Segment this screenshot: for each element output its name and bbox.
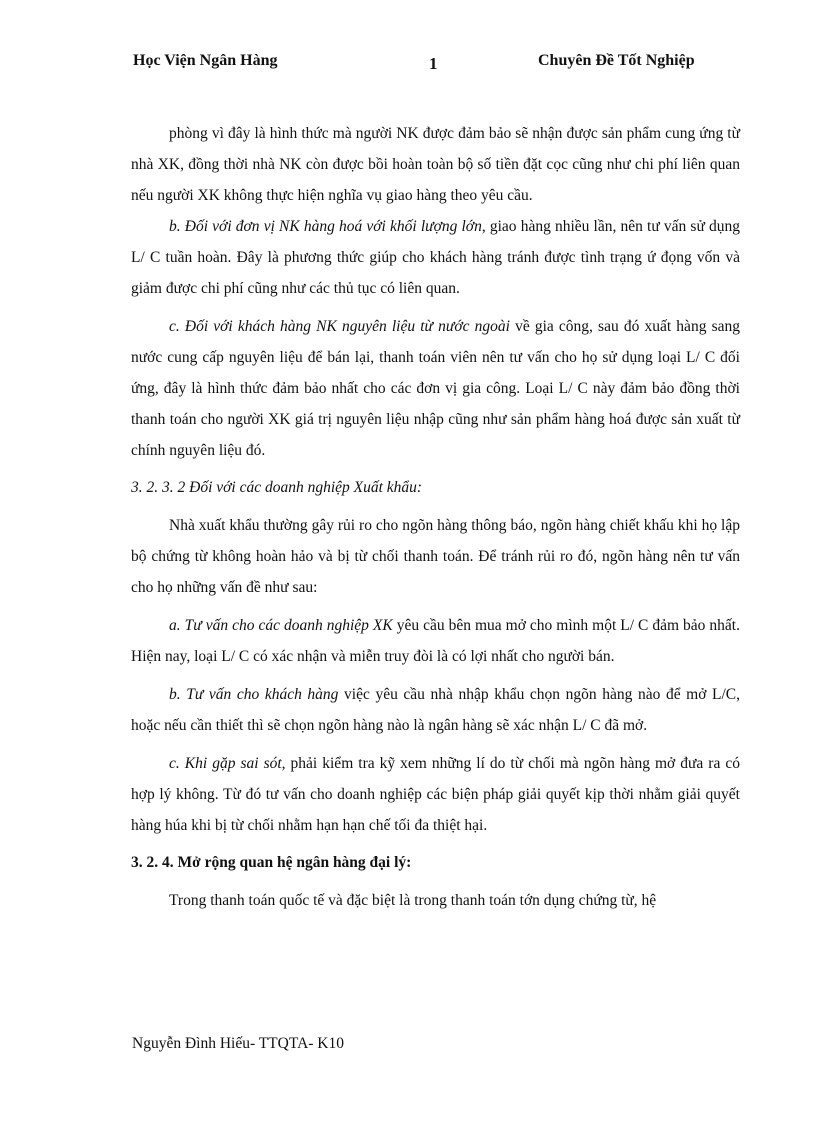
paragraph xyxy=(131,610,740,672)
section-heading: 3. 2. 3. 2 Đối với các doanh nghiệp Xuất khẩu: xyxy=(131,479,423,496)
page-header xyxy=(0,52,816,76)
paragraph: phòng vì đây là hình thức mà người NK được đảm bảo sẽ nhận được sản phẩm cung ứng từ nhà XK, đồng thời nhà NK còn được bồi hoàn toàn bộ số tiền đặt cọc cũng như chi phí liên quan nếu người XK không thực hiện nghĩa vụ giao hàng theo yêu cầu. xyxy=(131,125,740,204)
paragraph xyxy=(131,211,740,304)
page-footer: Nguyễn Đình Hiếu- TTQTA- K10 xyxy=(132,1035,344,1052)
italic-lead: b. Đối với đơn vị NK hàng hoá với khối lượng lớn xyxy=(169,218,482,235)
page-number: 1 xyxy=(429,54,438,73)
italic-lead: c. Khi gặp sai sót, xyxy=(169,755,286,772)
paragraph xyxy=(131,679,740,741)
italic-lead: b. Tư vấn cho khách hàng xyxy=(169,686,339,703)
paragraph: Nhà xuất khẩu thường gây rủi ro cho ngõn hàng thông báo, ngõn hàng chiết khấu khi họ lập bộ chứng từ không hoàn hảo và bị từ chối thanh toán. Để tránh rủi ro đó, ngõn hàng nên tư vấn cho họ những vấn đề như sau: xyxy=(131,517,740,596)
italic-lead: a. Tư vấn cho các doanh nghiệp XK xyxy=(169,617,393,634)
paragraph-text: về gia công, sau đó xuất hàng sang nước cung cấp nguyên liệu để bán lại, thanh toán viên nên tư vấn cho họ sử dụng loại L/ C đối ứng, đây là hình thức đảm bảo nhất cho các đơn vị gia công. Loại L/ C này đảm bảo đồng thời thanh toán cho người XK giá trị nguyên liệu nhập cũng như sản phẩm hàng hoá được sản xuất từ chính nguyên liệu đó. xyxy=(131,318,740,459)
italic-lead: c. Đối với khách hàng NK nguyên liệu từ nước ngoài xyxy=(169,318,510,335)
paragraph: Trong thanh toán quốc tế và đặc biệt là trong thanh toán tớn dụng chứng từ, hệ xyxy=(169,892,657,909)
paragraph-text: yêu cầu bên mua mở cho mình một L/ C đảm bảo nhất. Hiện nay, loại L/ C có xác nhận và miễn truy đòi là có lợi nhất cho người bán. xyxy=(131,617,740,665)
paragraph xyxy=(131,311,740,466)
paragraph xyxy=(131,748,740,841)
paragraph-text: việc yêu cầu nhà nhập khẩu chọn ngõn hàng nào để mở L/C, hoặc nếu cần thiết thì sẽ chọn ngõn hàng nào là ngân hàng sẽ xác nhận L/ C đã mở. xyxy=(131,686,740,734)
document-body xyxy=(131,118,740,916)
section-heading: 3. 2. 4. Mở rộng quan hệ ngân hàng đại lý: xyxy=(131,854,412,871)
paragraph-text: phải kiểm tra kỹ xem những lí do từ chối mà ngõn hàng mở đưa ra có hợp lý không. Từ đó tư vấn cho doanh nghiệp các biện pháp giải quyết kịp thời nhằm giải quyết hàng húa khi bị từ chối nhằm hạn hạn chế tối đa thiệt hại. xyxy=(131,755,740,834)
header-document-type: Chuyên Đề Tốt Nghiệp xyxy=(538,52,695,69)
header-institution: Học Viện Ngân Hàng xyxy=(133,52,278,69)
paragraph-text: , giao hàng nhiều lần, nên tư vấn sử dụng L/ C tuần hoàn. Đây là phương thức giúp cho khách hàng tránh được tình trạng ứ đọng vốn và giảm được chi phí cũng như các thủ tục có liên quan. xyxy=(131,218,740,297)
